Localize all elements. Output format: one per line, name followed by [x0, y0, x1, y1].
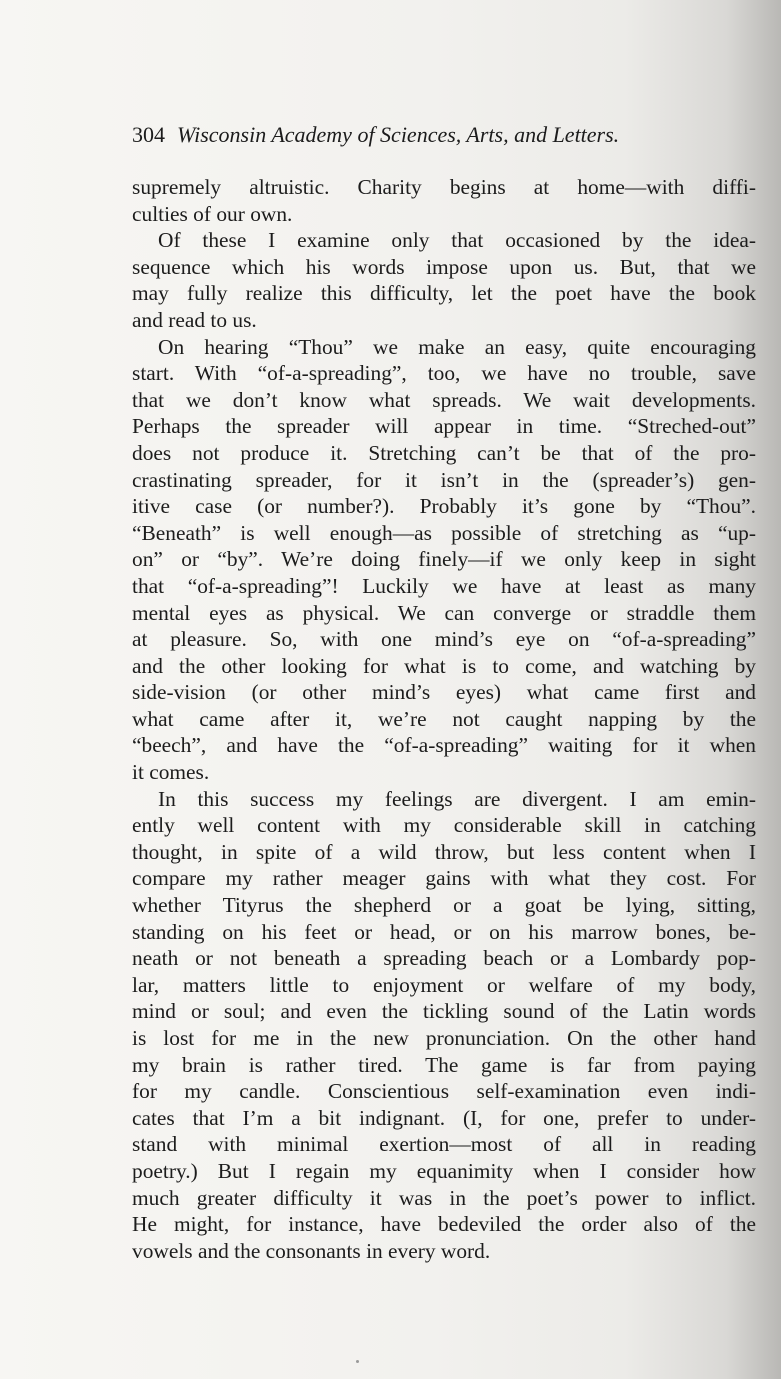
text-line: In this success my feelings are divergent. I am emin- — [158, 786, 756, 811]
text-line: vowels and the consonants in every word. — [132, 1238, 491, 1263]
page-number: 304 — [132, 122, 165, 147]
book-page — [132, 120, 756, 1264]
text-line: for my candle. Conscientious self-examination even indi- — [132, 1079, 756, 1104]
text-line: my brain is rather tired. The game is far from paying — [132, 1052, 756, 1077]
text-line: on” or “by”. We’re doing finely—if we only keep in sight — [132, 547, 756, 572]
scan-speck — [356, 1360, 359, 1363]
text-line: lar, matters little to enjoyment or welfare of my body, — [132, 972, 756, 997]
text-line: compare my rather meager gains with what they cost. For — [132, 866, 756, 891]
body-text — [132, 174, 756, 1264]
text-line: mind or soul; and even the tickling sound of the Latin words — [132, 999, 756, 1024]
text-line: side-vision (or other mind’s eyes) what came first and — [132, 680, 756, 705]
text-line: poetry.) But I regain my equanimity when I consider how — [132, 1158, 756, 1183]
text-line: Perhaps the spreader will appear in time. “Streched-out” — [132, 414, 756, 439]
text-line: start. With “of-a-spreading”, too, we have no trouble, save — [132, 361, 756, 386]
text-line: cates that I’m a bit indignant. (I, for one, prefer to under- — [132, 1105, 756, 1130]
running-head — [132, 120, 756, 150]
text-line: ently well content with my considerable skill in catching — [132, 813, 756, 838]
text-line: it comes. — [132, 760, 210, 785]
text-line: much greater difficulty it was in the poet’s power to inflict. — [132, 1185, 756, 1210]
text-line: is lost for me in the new pronunciation. On the other hand — [132, 1026, 756, 1050]
text-line: whether Tityrus the shepherd or a goat be lying, sitting, — [132, 893, 756, 918]
text-line: On hearing “Thou” we make an easy, quite encouraging — [158, 334, 756, 359]
text-line: and the other looking for what is to come, and watching by — [132, 653, 756, 678]
text-line: Of these I examine only that occasioned by the idea- — [158, 228, 756, 253]
text-line: He might, for instance, have bedeviled the order also of the — [132, 1212, 756, 1237]
text-line: “Beneath” is well enough—as possible of stretching as “up- — [132, 520, 756, 545]
text-line: itive case (or number?). Probably it’s gone by “Thou”. — [132, 494, 756, 519]
text-line: and read to us. — [132, 307, 257, 332]
text-line: may fully realize this difficulty, let the poet have the book — [132, 281, 756, 306]
text-line: does not produce it. Stretching can’t be that of the pro- — [132, 440, 756, 465]
text-line: thought, in spite of a wild throw, but less content when I — [132, 839, 756, 864]
text-line: supremely altruistic. Charity begins at home—with diffi- — [132, 175, 756, 199]
text-line: mental eyes as physical. We can converge or straddle them — [132, 600, 756, 625]
text-line: culties of our own. — [132, 201, 293, 226]
text-line: that we don’t know what spreads. We wait developments. — [132, 387, 756, 412]
text-line: crastinating spreader, for it isn’t in the (spreader’s) gen- — [132, 467, 756, 492]
text-line: stand with minimal exertion—most of all in reading — [132, 1132, 756, 1157]
text-line: that “of-a-spreading”! Luckily we have at least as many — [132, 573, 756, 598]
text-line: sequence which his words impose upon us. But, that we — [132, 254, 756, 279]
text-line: what came after it, we’re not caught napping by the — [132, 706, 756, 731]
journal-title: Wisconsin Academy of Sciences, Arts, and Letters. — [177, 122, 620, 147]
text-line: “beech”, and have the “of-a-spreading” waiting for it when — [132, 733, 756, 758]
text-line: at pleasure. So, with one mind’s eye on “of-a-spreading” — [132, 627, 756, 652]
text-line: standing on his feet or head, or on his marrow bones, be- — [132, 919, 756, 944]
text-line: neath or not beneath a spreading beach or a Lombardy pop- — [132, 946, 756, 971]
